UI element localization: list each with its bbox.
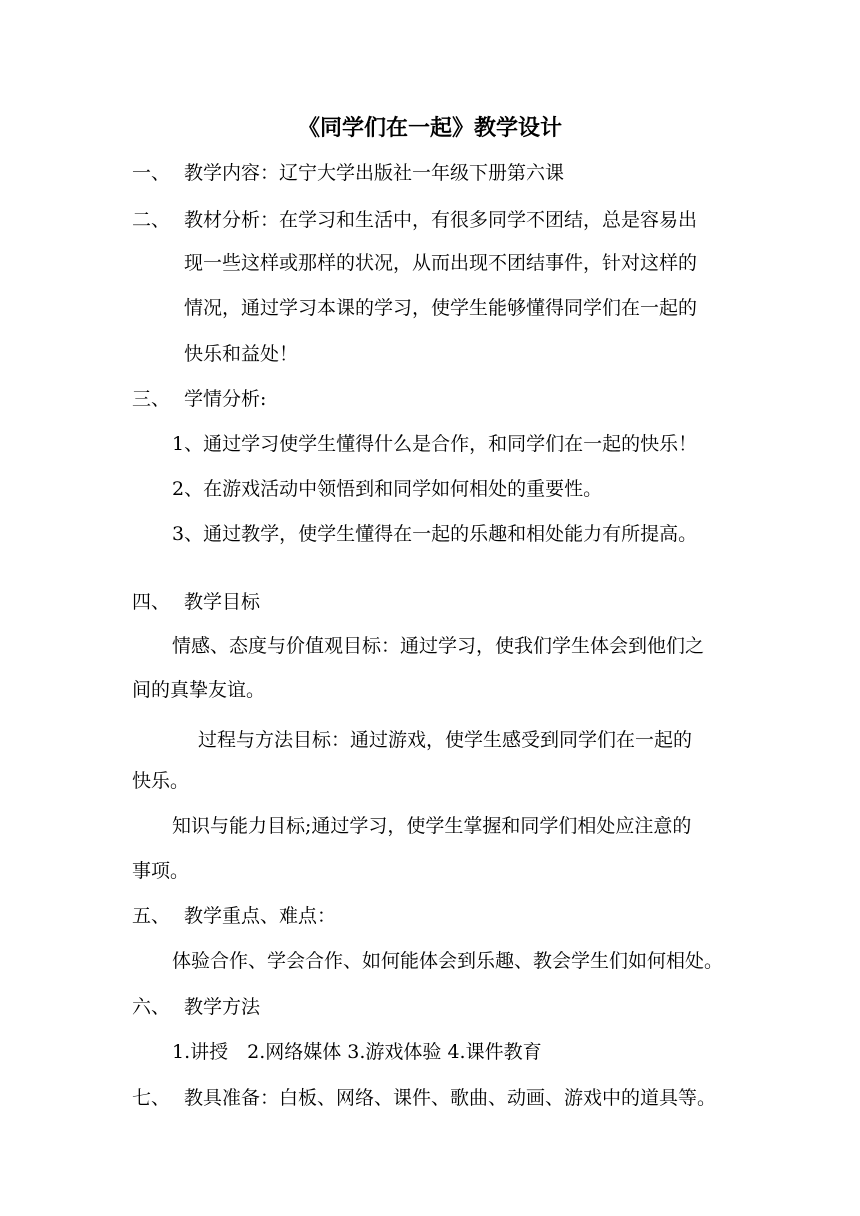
section-5-heading: 教学重点、难点：	[184, 905, 337, 927]
goal-process-line-2: 快乐。	[132, 770, 190, 792]
goal-knowledge-line-1: 知识与能力目标;通过学习，使学生掌握和同学们相处应注意的	[172, 815, 692, 837]
section-6-text: 1.讲授 2.网络媒体 3.游戏体验 4.课件教育	[172, 1041, 542, 1063]
goal-knowledge-line-2: 事项。	[132, 860, 190, 882]
section-2-number: 二、	[132, 209, 171, 231]
goal-process-line-1: 过程与方法目标：通过游戏，使学生感受到同学们在一起的	[198, 729, 693, 751]
goal-emotion-line-1: 情感、态度与价值观目标：通过学习，使我们学生体会到他们之	[172, 635, 705, 657]
section-3-heading: 学情分析:	[184, 388, 267, 410]
section-5-text: 体验合作、学会合作、如何能体会到乐趣、教会学生们如何相处。	[172, 950, 724, 972]
section-3-item-1: 1、通过学习使学生懂得什么是合作，和同学们在一起的快乐！	[172, 433, 698, 455]
section-2-line-4: 快乐和益处！	[184, 343, 299, 365]
document-title: 《同学们在一起》教学设计	[297, 116, 562, 141]
section-2-line-2: 现一些这样或那样的状况，从而出现不团结事件，针对这样的	[184, 252, 698, 274]
section-1-text: 教学内容：辽宁大学出版社一年级下册第六课	[184, 162, 565, 184]
section-7-text: 教具准备：白板、网络、课件、歌曲、动画、游戏中的道具等。	[184, 1087, 717, 1109]
section-6-heading: 教学方法	[184, 996, 261, 1018]
section-5-number: 五、	[132, 905, 171, 927]
section-6-number: 六、	[132, 996, 171, 1018]
section-2-line-1: 教材分析：在学习和生活中，有很多同学不团结，总是容易出	[184, 209, 698, 231]
section-7-number: 七、	[132, 1087, 171, 1109]
section-1-number: 一、	[132, 162, 171, 184]
section-2-line-3: 情况，通过学习本课的学习，使学生能够懂得同学们在一起的	[184, 297, 698, 319]
section-3-item-3: 3、通过教学，使学生懂得在一起的乐趣和相处能力有所提高。	[172, 523, 698, 545]
section-3-item-2: 2、在游戏活动中领悟到和同学如何相处的重要性。	[172, 478, 603, 500]
section-4-number: 四、	[132, 591, 171, 613]
section-3-number: 三、	[132, 388, 171, 410]
section-4-heading: 教学目标	[184, 591, 261, 613]
goal-emotion-line-2: 间的真挚友谊。	[132, 679, 266, 701]
